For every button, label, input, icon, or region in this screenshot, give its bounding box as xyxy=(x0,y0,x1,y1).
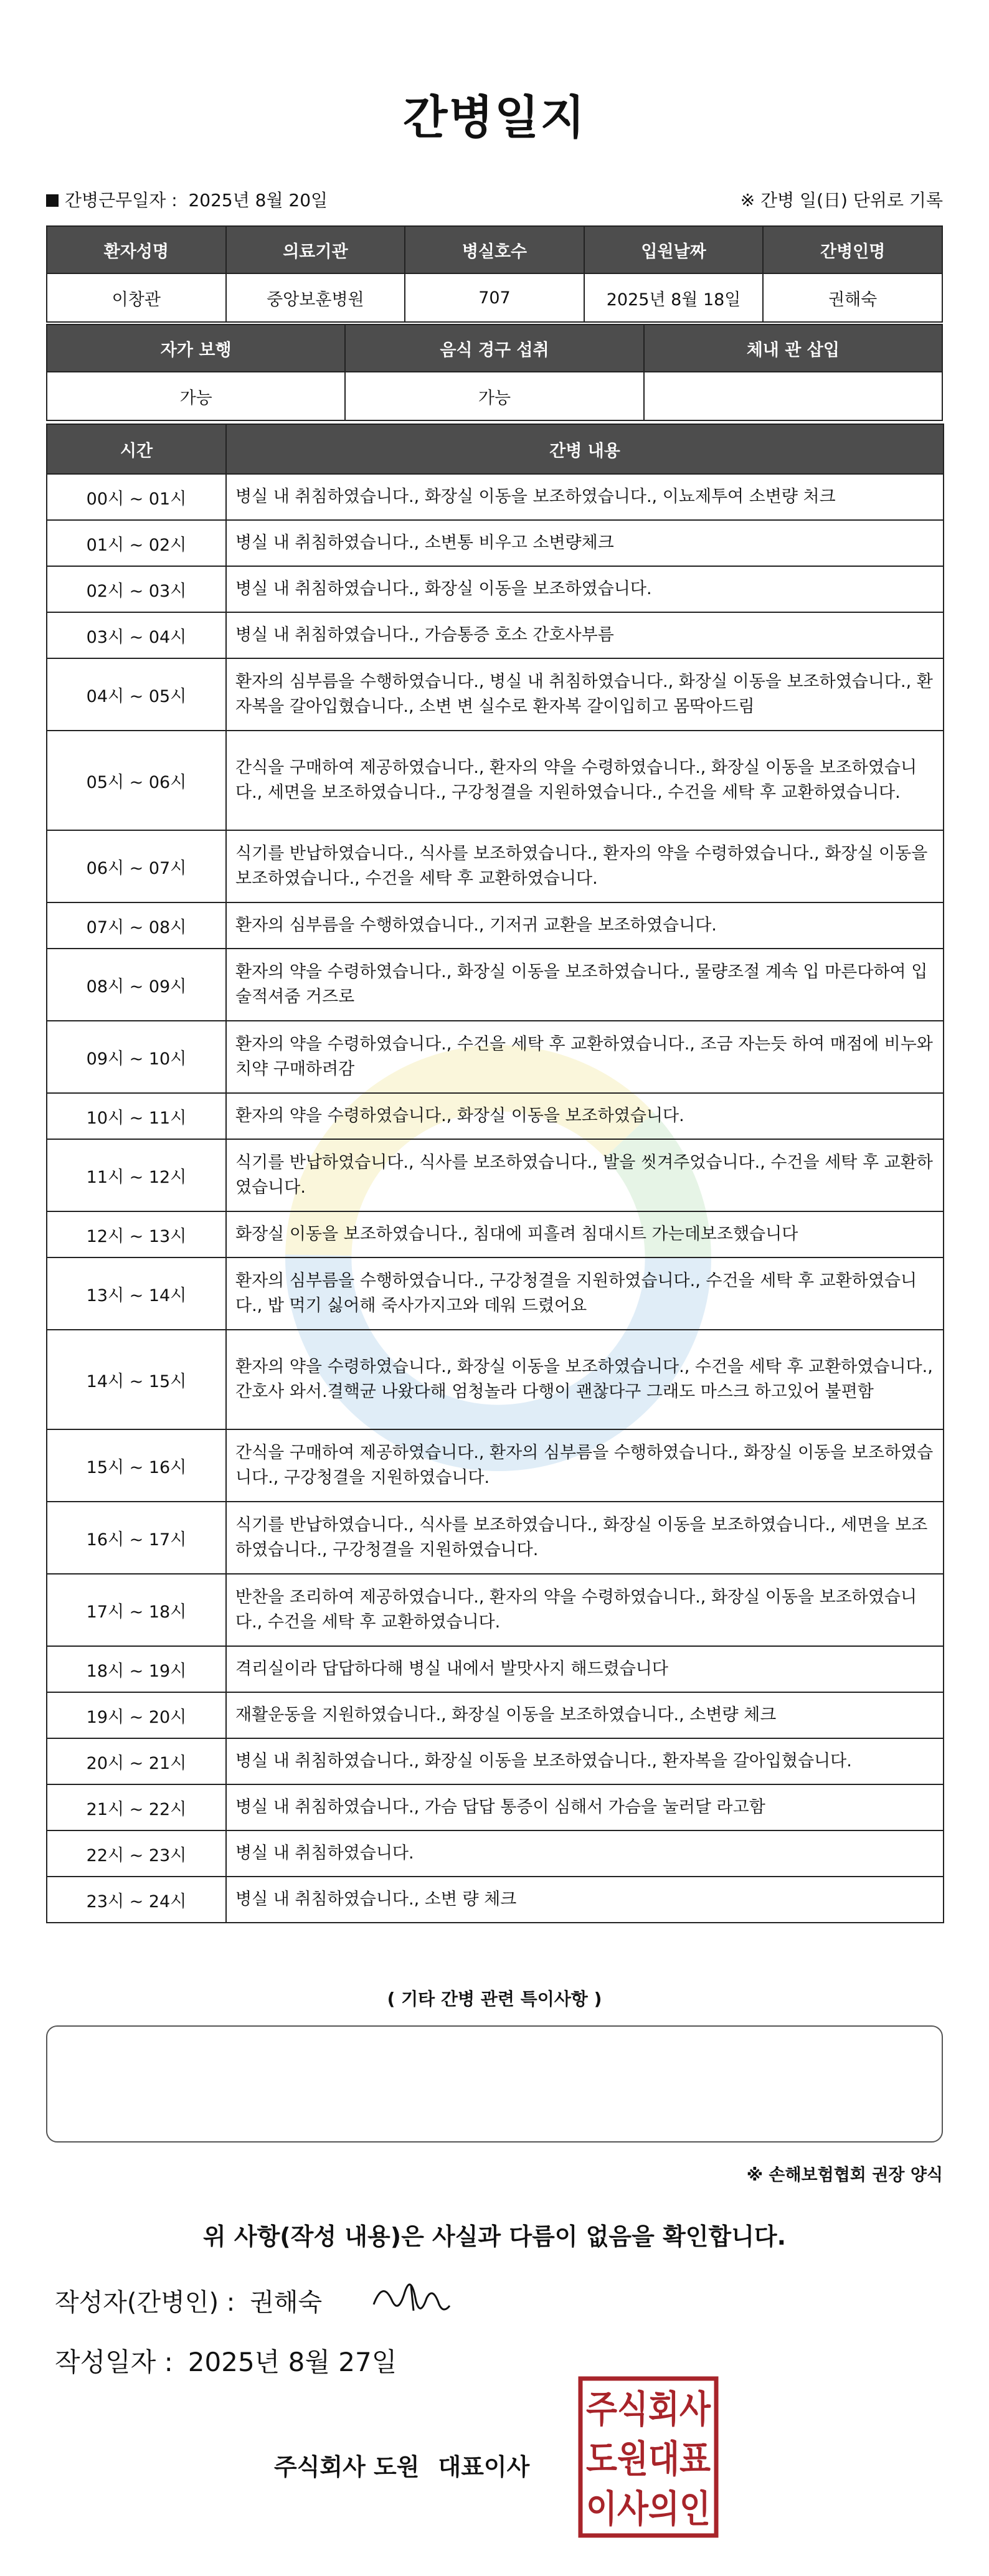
write-date-label: 작성일자 : xyxy=(55,2347,173,2377)
table-row xyxy=(47,658,944,731)
log-content: 병실 내 취침하였습니다., 가슴통증 호소 간호사부름 xyxy=(226,612,944,658)
patient-name: 이창관 xyxy=(47,273,226,322)
log-content: 환자의 약을 수령하였습니다., 화장실 이동을 보조하였습니다., 수건을 세탁 후 교환하였습니다., 간호사 와서.결핵균 나왔다해 엄청놀라 다행이 괜찮다구 그래도 마스크 하고있어 불편함 xyxy=(226,1330,944,1429)
header-admission-date: 입원날짜 xyxy=(584,226,764,273)
table-row xyxy=(47,731,944,830)
log-time: 21시 ~ 22시 xyxy=(47,1784,226,1830)
log-content: 병실 내 취침하였습니다., 소변통 비우고 소변량체크 xyxy=(226,520,944,566)
log-content: 병실 내 취침하였습니다., 화장실 이동을 보조하였습니다., 이뇨제투여 소변량 처크 xyxy=(226,474,944,520)
table-row xyxy=(47,1211,944,1257)
writer-name: 권해숙 xyxy=(250,2288,323,2317)
log-content: 환자의 심부름을 수행하였습니다., 병실 내 취침하였습니다., 화장실 이동을 보조하였습니다., 환자복을 갈아입혔습니다., 소변 변 실수로 환자복 갈이입히고 몸딱아드림 xyxy=(226,658,944,731)
log-time: 13시 ~ 14시 xyxy=(47,1257,226,1330)
header-hospital: 의료기관 xyxy=(226,226,405,273)
log-time: 17시 ~ 18시 xyxy=(47,1574,226,1646)
table-row xyxy=(47,520,944,566)
log-content: 반찬을 조리하여 제공하였습니다., 환자의 약을 수령하였습니다., 화장실 이동을 보조하였습니다., 수건을 세탁 후 교환하였습니다. xyxy=(226,1574,944,1646)
log-content: 환자의 심부름을 수행하였습니다., 구강청결을 지원하였습니다., 수건을 세탁 후 교환하였습니다., 밥 먹기 싫어해 죽사가지고와 데워 드렸어요 xyxy=(226,1257,944,1330)
header-time: 시간 xyxy=(47,424,226,474)
confirm-statement: 위 사항(작성 내용)은 사실과 다름이 없음을 확인합니다. xyxy=(202,2223,787,2250)
svg-text:주식회사: 주식회사 xyxy=(586,2388,711,2432)
table-row xyxy=(47,1877,944,1923)
work-date-value: 2025년 8월 20일 xyxy=(188,190,328,211)
patient-header-row xyxy=(47,226,942,273)
table-row xyxy=(47,1021,944,1093)
log-time: 22시 ~ 23시 xyxy=(47,1830,226,1877)
remarks-box xyxy=(46,2025,943,2143)
table-row xyxy=(47,949,944,1021)
company-name: 주식회사 도원 xyxy=(274,2453,420,2481)
log-content: 환자의 약을 수령하였습니다., 화장실 이동을 보조하였습니다., 물량조절 계속 입 마른다하여 입술적셔줌 거즈로 xyxy=(226,949,944,1021)
header-room-number: 병실호수 xyxy=(405,226,584,273)
tube-insertion xyxy=(644,372,942,420)
log-content: 병실 내 취침하였습니다., 소변 량 체크 xyxy=(226,1877,944,1923)
log-time: 12시 ~ 13시 xyxy=(47,1211,226,1257)
table-row xyxy=(47,902,944,949)
writer-label: 작성자(간병인) : xyxy=(55,2288,235,2317)
write-date-line xyxy=(55,2342,397,2379)
table-row xyxy=(47,1738,944,1784)
log-content: 환자의 약을 수령하였습니다., 화장실 이동을 보조하였습니다. xyxy=(226,1093,944,1139)
admission-date: 2025년 8월 18일 xyxy=(584,273,764,322)
log-content: 재활운동을 지원하였습니다., 화장실 이동을 보조하였습니다., 소변량 체크 xyxy=(226,1692,944,1738)
table-row xyxy=(47,1784,944,1830)
log-content: 간식을 구매하여 제공하였습니다., 환자의 약을 수령하였습니다., 화장실 이동을 보조하였습니다., 세면을 보조하였습니다., 구강청결을 지원하였습니다., 수건을 세탁 후 교환하였습니다. xyxy=(226,731,944,830)
log-time: 20시 ~ 21시 xyxy=(47,1738,226,1784)
patient-info-table xyxy=(46,225,943,323)
header-tube-insertion: 체내 관 삽입 xyxy=(644,324,942,372)
log-time: 09시 ~ 10시 xyxy=(47,1021,226,1093)
ceo-title: 대표이사 xyxy=(438,2453,530,2481)
log-content: 화장실 이동을 보조하였습니다., 침대에 피흘려 침대시트 가는데보조했습니다 xyxy=(226,1211,944,1257)
oral-intake: 가능 xyxy=(345,372,643,420)
work-date-label: 간병근무일자 : xyxy=(65,190,177,211)
log-time: 05시 ~ 06시 xyxy=(47,731,226,830)
log-content: 격리실이라 답답하다해 병실 내에서 발맛사지 해드렸습니다 xyxy=(226,1646,944,1692)
write-date-value: 2025년 8월 27일 xyxy=(187,2347,397,2377)
log-time: 02시 ~ 03시 xyxy=(47,566,226,612)
meta-row xyxy=(46,187,943,214)
log-time: 16시 ~ 17시 xyxy=(47,1502,226,1574)
table-row xyxy=(47,1429,944,1502)
signature-icon xyxy=(367,2267,455,2329)
care-log-table xyxy=(46,424,944,1923)
log-time: 08시 ~ 09시 xyxy=(47,949,226,1021)
log-time: 07시 ~ 08시 xyxy=(47,902,226,949)
log-time: 19시 ~ 20시 xyxy=(47,1692,226,1738)
recommend-note: ※ 손해보험협회 권장 양식 xyxy=(746,2166,943,2185)
patient-status-table xyxy=(46,324,943,421)
log-time: 10시 ~ 11시 xyxy=(47,1093,226,1139)
log-content: 병실 내 취침하였습니다., 화장실 이동을 보조하였습니다. xyxy=(226,566,944,612)
table-row xyxy=(47,1139,944,1211)
hospital: 중앙보훈병원 xyxy=(226,273,405,322)
caregiver-name: 권해숙 xyxy=(763,273,942,322)
table-row xyxy=(47,1574,944,1646)
table-row xyxy=(47,1692,944,1738)
company-seal-icon xyxy=(578,2376,719,2538)
company-line xyxy=(274,2448,529,2482)
log-time: 14시 ~ 15시 xyxy=(47,1330,226,1429)
svg-text:이사의인: 이사의인 xyxy=(586,2488,711,2531)
log-time: 11시 ~ 12시 xyxy=(47,1139,226,1211)
log-content: 식기를 반납하였습니다., 식사를 보조하였습니다., 환자의 약을 수령하였습니다., 화장실 이동을 보조하였습니다., 수건을 세탁 후 교환하였습니다. xyxy=(226,830,944,902)
log-time: 04시 ~ 05시 xyxy=(47,658,226,731)
self-walking: 가능 xyxy=(47,372,345,420)
log-content: 식기를 반납하였습니다., 식사를 보조하였습니다., 화장실 이동을 보조하였습니다., 세면을 보조하였습니다., 구강청결을 지원하였습니다. xyxy=(226,1502,944,1574)
log-content: 병실 내 취침하였습니다., 가슴 답답 통증이 심해서 가슴을 눌러달 라고함 xyxy=(226,1784,944,1830)
log-time: 00시 ~ 01시 xyxy=(47,474,226,520)
log-time: 03시 ~ 04시 xyxy=(47,612,226,658)
table-row xyxy=(47,1646,944,1692)
table-row xyxy=(47,1502,944,1574)
log-time: 06시 ~ 07시 xyxy=(47,830,226,902)
table-row xyxy=(47,612,944,658)
status-value-row xyxy=(47,372,942,420)
log-time: 18시 ~ 19시 xyxy=(47,1646,226,1692)
header-care-content: 간병 내용 xyxy=(226,424,944,474)
header-self-walking: 자가 보행 xyxy=(47,324,345,372)
log-header-row xyxy=(47,424,944,474)
work-date xyxy=(46,187,328,212)
page-title: 간병일지 xyxy=(403,91,586,144)
room-number: 707 xyxy=(405,273,584,322)
table-row xyxy=(47,1830,944,1877)
log-content: 병실 내 취침하였습니다., 화장실 이동을 보조하였습니다., 환자복을 갈아입혔습니다. xyxy=(226,1738,944,1784)
log-content: 환자의 약을 수령하였습니다., 수건을 세탁 후 교환하였습니다., 조금 자는듯 하여 매점에 비누와 치약 구매하려감 xyxy=(226,1021,944,1093)
log-time: 15시 ~ 16시 xyxy=(47,1429,226,1502)
square-bullet-icon xyxy=(46,194,59,207)
header-caregiver-name: 간병인명 xyxy=(763,226,942,273)
log-content: 병실 내 취침하였습니다. xyxy=(226,1830,944,1877)
table-row xyxy=(47,1093,944,1139)
table-row xyxy=(47,830,944,902)
log-time: 23시 ~ 24시 xyxy=(47,1877,226,1923)
log-content: 간식을 구매하여 제공하였습니다., 환자의 심부름을 수행하였습니다., 화장실 이동을 보조하였습니다., 구강청결을 지원하였습니다. xyxy=(226,1429,944,1502)
table-row xyxy=(47,566,944,612)
remarks-title: ( 기타 간병 관련 특이사항 ) xyxy=(387,1989,602,2009)
header-oral-intake: 음식 경구 섭취 xyxy=(345,324,643,372)
log-content: 환자의 심부름을 수행하였습니다., 기저귀 교환을 보조하였습니다. xyxy=(226,902,944,949)
table-row xyxy=(47,1257,944,1330)
table-row xyxy=(47,474,944,520)
writer-line xyxy=(55,2283,322,2318)
header-patient-name: 환자성명 xyxy=(47,226,226,273)
record-note: ※ 간병 일(日) 단위로 기록 xyxy=(740,190,943,211)
patient-value-row xyxy=(47,273,942,322)
log-time: 01시 ~ 02시 xyxy=(47,520,226,566)
log-body xyxy=(47,474,944,1923)
svg-text:도원대표: 도원대표 xyxy=(586,2438,711,2481)
log-content: 식기를 반납하였습니다., 식사를 보조하였습니다., 발을 씻겨주었습니다., 수건을 세탁 후 교환하였습니다. xyxy=(226,1139,944,1211)
table-row xyxy=(47,1330,944,1429)
status-header-row xyxy=(47,324,942,372)
